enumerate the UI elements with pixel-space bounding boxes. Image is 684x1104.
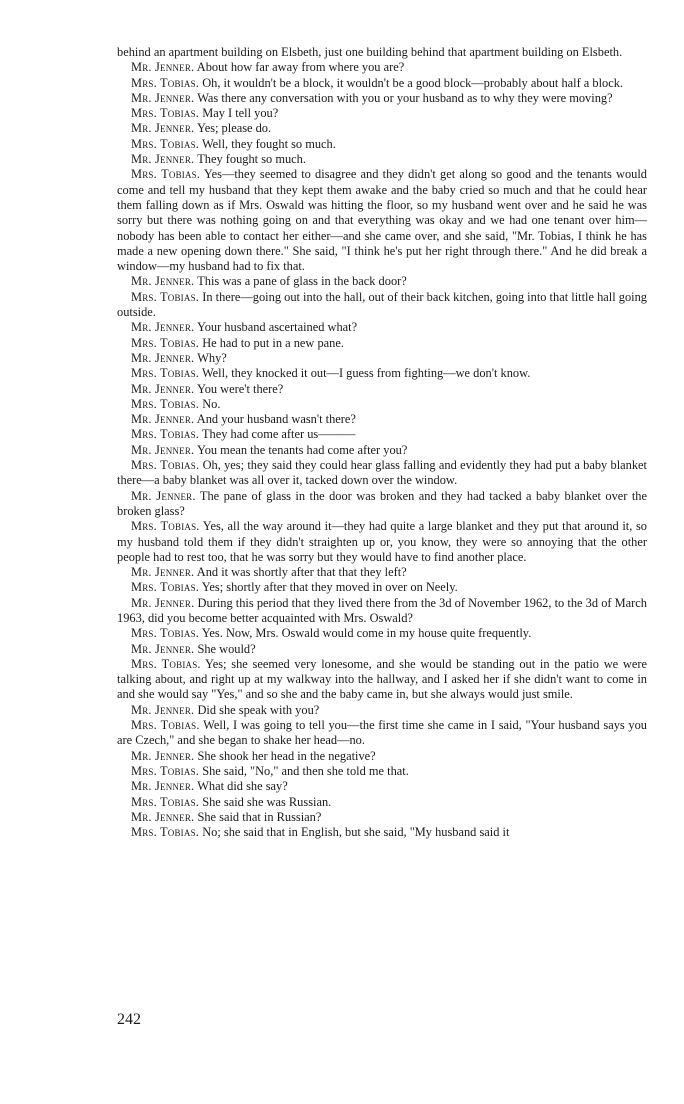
speaker-name: Mrs. Tobias. <box>131 427 200 442</box>
testimony-exchanges <box>117 60 647 840</box>
testimony-paragraph <box>117 274 647 289</box>
testimony-paragraph <box>117 121 647 136</box>
spoken-text: Yes. Now, Mrs. Oswald would come in my house quite frequently. <box>201 626 532 641</box>
spoken-text: This was a pane of glass in the back door? <box>197 274 407 289</box>
speaker-name: Mr. Jenner. <box>131 60 195 75</box>
testimony-paragraph <box>117 351 647 366</box>
spoken-text: During this period that they lived there from the 3d of November 1962, to the 3d of March 1963, did you become better acquainted with Mrs. Oswald? <box>117 595 647 625</box>
speaker-name: Mr. Jenner. <box>131 488 196 503</box>
speaker-name: Mrs. Tobias. <box>131 825 200 840</box>
spoken-text: No. <box>202 396 221 411</box>
testimony-paragraph <box>117 810 647 825</box>
speaker-name: Mrs. Tobias. <box>131 136 200 151</box>
testimony-paragraph <box>117 580 647 595</box>
spoken-text: Well, they fought so much. <box>201 136 336 151</box>
page-number: 242 <box>117 1011 141 1028</box>
speaker-name: Mrs. Tobias. <box>131 75 200 90</box>
testimony-paragraph <box>117 657 647 703</box>
spoken-text: Oh, it wouldn't be a block, it wouldn't be a good block—probably about half a block. <box>202 75 624 90</box>
testimony-paragraph <box>117 320 647 335</box>
speaker-name: Mrs. Tobias. <box>131 763 200 778</box>
spoken-text: In there—going out into the hall, out of their back kitchen, going into that little hall going outside. <box>117 289 647 320</box>
testimony-paragraph <box>117 565 647 580</box>
speaker-name: Mr. Jenner. <box>131 565 195 580</box>
testimony-paragraph <box>117 382 647 397</box>
spoken-text: May I tell you? <box>202 106 279 121</box>
testimony-paragraph <box>117 458 647 489</box>
spoken-text: Did she speak with you? <box>197 702 320 717</box>
spoken-text: Well, I was going to tell you—the first time she came in I said, "Your husband says you are Czech," and she began to shake her head—no. <box>117 718 647 748</box>
speaker-name: Mr. Jenner. <box>131 90 195 105</box>
testimony-paragraph <box>117 626 647 641</box>
testimony-paragraph <box>117 718 647 749</box>
speaker-name: Mr. Jenner. <box>131 381 195 396</box>
testimony-paragraph <box>117 749 647 764</box>
speaker-name: Mrs. Tobias. <box>131 458 200 473</box>
spoken-text: They fought so much. <box>197 152 306 167</box>
speaker-name: Mr. Jenner. <box>131 320 195 335</box>
testimony-paragraph <box>117 443 647 458</box>
testimony-paragraph <box>117 76 647 91</box>
spoken-text: Well, they knocked it out—I guess from fighting—we don't know. <box>201 366 531 381</box>
speaker-name: Mrs. Tobias. <box>131 106 200 121</box>
spoken-text: They had come after us——— <box>201 427 356 442</box>
spoken-text: Yes, all the way around it—they had quite a large blanket and they put that around it, so my husband told them if they didn't straighten up or, you know, they were so annoying that the other people had to rest too, that he was sorry but they would have to find another place. <box>117 519 647 564</box>
testimony-paragraph <box>117 642 647 657</box>
spoken-text: Yes; she seemed very lonesome, and she would be standing out in the patio we were talking about, and right up at my walkway into the hallway, and I asked her if she didn't want to come in and she would say "Yes," and so she and the baby came in, but she always would just smile. <box>117 656 647 702</box>
spoken-text: What did she say? <box>197 779 288 794</box>
testimony-paragraph <box>117 60 647 75</box>
spoken-text: Yes—they seemed to disagree and they didn't get along so good and the tenants would come and tell my husband that they kept them awake and the baby cried so much and that he could hear them falling down as if Mrs. Oswald was hitting the floor, so my husband went over and he said he was sorry but there was nothing going on and that everything was okay and we had one tenant over him—nobody has been able to contact her either—and she came over, and she said, "Mr. Tobias, I think he has made a new opening down there." She said, "I think he's put her right through there." And he did break a window—my husband had to fix that. <box>117 167 647 274</box>
testimony-paragraph <box>117 290 647 321</box>
speaker-name: Mr. Jenner. <box>131 442 195 457</box>
lead-in-paragraph: behind an apartment building on Elsbeth, just one building behind that apartment building on Elsbeth. <box>117 45 623 59</box>
speaker-name: Mr. Jenner. <box>131 350 195 365</box>
testimony-paragraph <box>117 412 647 427</box>
speaker-name: Mrs. Tobias. <box>131 289 200 304</box>
speaker-name: Mr. Jenner. <box>131 274 195 289</box>
testimony-paragraph <box>117 427 647 442</box>
testimony-paragraph <box>117 489 647 520</box>
speaker-name: Mr. Jenner. <box>131 412 195 427</box>
speaker-name: Mr. Jenner. <box>131 641 195 656</box>
spoken-text: Was there any conversation with you or your husband as to why they were moving? <box>197 90 613 105</box>
testimony-paragraph <box>117 764 647 779</box>
spoken-text: And your husband wasn't there? <box>196 412 356 427</box>
testimony-paragraph <box>117 779 647 794</box>
testimony-paragraph <box>117 366 647 381</box>
speaker-name: Mrs. Tobias. <box>131 396 200 411</box>
testimony-paragraph <box>117 167 647 274</box>
testimony-paragraph <box>117 91 647 106</box>
spoken-text: She would? <box>197 641 256 656</box>
testimony-paragraph <box>117 825 647 840</box>
speaker-name: Mrs. Tobias. <box>131 335 200 350</box>
speaker-name: Mrs. Tobias. <box>131 656 201 671</box>
testimony-paragraph <box>117 106 647 121</box>
speaker-name: Mrs. Tobias. <box>131 718 200 733</box>
speaker-name: Mr. Jenner. <box>131 779 195 794</box>
spoken-text: She said, "No," and then she told me that. <box>202 763 409 778</box>
spoken-text: You mean the tenants had come after you? <box>196 442 408 457</box>
speaker-name: Mr. Jenner. <box>131 595 195 610</box>
speaker-name: Mrs. Tobias. <box>131 794 200 809</box>
speaker-name: Mrs. Tobias. <box>131 580 200 595</box>
spoken-text: Oh, yes; they said they could hear glass falling and evidently they had put a baby blanket there—a baby blanket was all over it, tacked down over the window. <box>117 458 647 488</box>
speaker-name: Mr. Jenner. <box>131 748 195 763</box>
spoken-text: Your husband ascertained what? <box>196 320 358 335</box>
transcript-page <box>117 45 647 840</box>
speaker-name: Mrs. Tobias. <box>131 167 201 182</box>
speaker-name: Mrs. Tobias. <box>131 519 200 534</box>
testimony-paragraph <box>117 596 647 627</box>
testimony-paragraph <box>117 519 647 565</box>
testimony-paragraph <box>117 397 647 412</box>
spoken-text: The pane of glass in the door was broken and they had tacked a baby blanket over the broken glass? <box>117 488 647 518</box>
testimony-paragraph <box>117 152 647 167</box>
spoken-text: And it was shortly after that that they left? <box>196 565 407 580</box>
speaker-name: Mr. Jenner. <box>131 809 195 824</box>
speaker-name: Mr. Jenner. <box>131 702 195 717</box>
spoken-text: He had to put in a new pane. <box>202 335 344 350</box>
testimony-paragraph <box>117 703 647 718</box>
spoken-text: You were't there? <box>196 381 284 396</box>
testimony-paragraph <box>117 795 647 810</box>
speaker-name: Mr. Jenner. <box>131 121 195 136</box>
spoken-text: No; she said that in English, but she said, "My husband said it <box>202 825 510 840</box>
speaker-name: Mr. Jenner. <box>131 152 195 167</box>
spoken-text: She said she was Russian. <box>202 794 332 809</box>
spoken-text: About how far away from where you are? <box>196 60 405 75</box>
spoken-text: Why? <box>197 350 227 365</box>
testimony-paragraph <box>117 137 647 152</box>
speaker-name: Mrs. Tobias. <box>131 626 200 641</box>
spoken-text: She shook her head in the negative? <box>197 748 376 763</box>
spoken-text: Yes; please do. <box>196 121 272 136</box>
testimony-paragraph <box>117 336 647 351</box>
spoken-text: Yes; shortly after that they moved in over on Neely. <box>201 580 458 595</box>
speaker-name: Mrs. Tobias. <box>131 366 200 381</box>
spoken-text: She said that in Russian? <box>197 809 322 824</box>
